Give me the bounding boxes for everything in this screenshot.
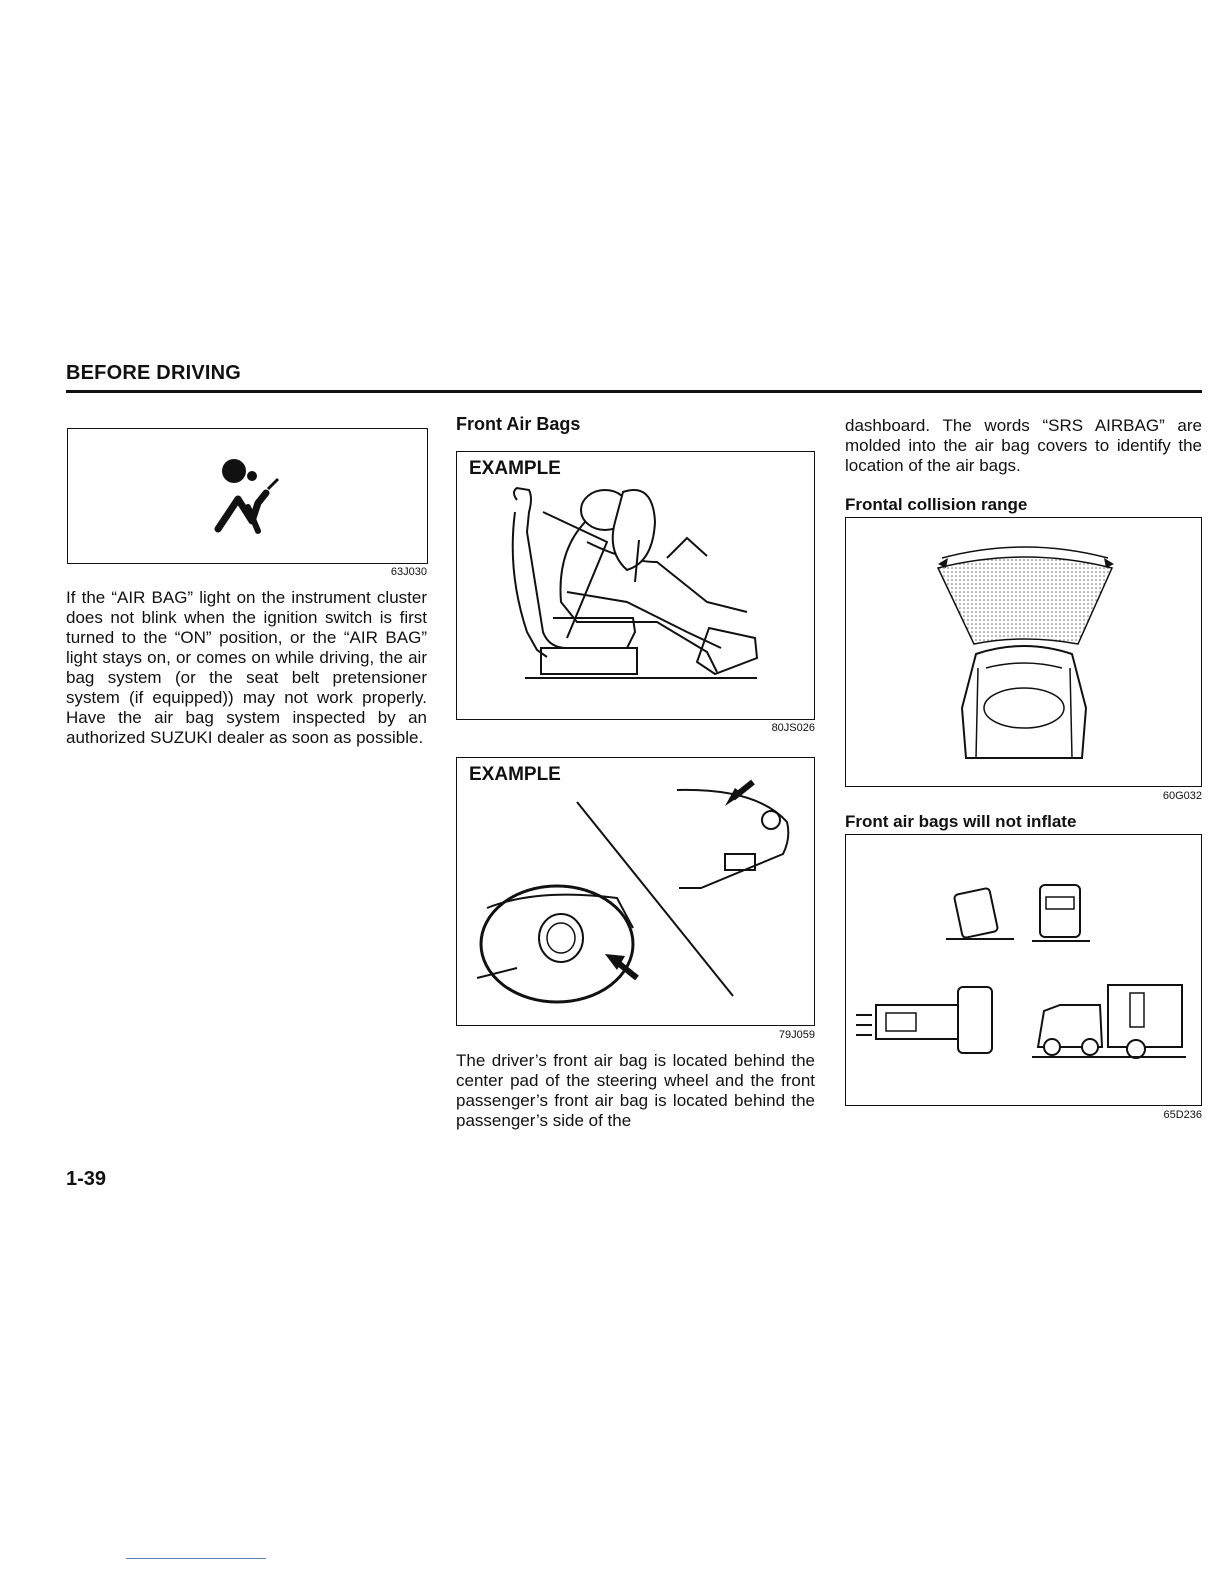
collision-range-illustration — [845, 517, 1202, 787]
section-title: BEFORE DRIVING — [66, 362, 242, 384]
figure-code: 79J059 — [778, 1029, 815, 1041]
airbag-location-illustration — [456, 757, 815, 1026]
airbag-light-paragraph: If the “AIR BAG” light on the instrument cluster does not blink when the ignition switch is first turned to the “ON” position, or the “AIR BAG” light stays on, or comes on while driving, the air bag system (or the seat belt pretensioner system (if equipped)) may not work properly. Have the air bag system inspected by an authorized SUZUKI dealer as soon as possible. — [66, 588, 427, 747]
figure-code: 63J030 — [390, 566, 427, 578]
header-rule — [66, 390, 1202, 393]
front-air-bags-heading: Front Air Bags — [456, 414, 581, 434]
front-airbag-paragraph: The driver’s front air bag is located behind the center pad of the steering wheel and the front passenger’s front air bag is located behind the passenger’s side of the — [456, 1051, 815, 1130]
figure-code: 65D236 — [1163, 1109, 1202, 1121]
airbag-warning-icon — [68, 429, 426, 562]
bottom-rule — [126, 1558, 266, 1559]
driver-airbag-illustration — [456, 451, 815, 720]
example-label: EXAMPLE — [469, 764, 561, 785]
example-label: EXAMPLE — [469, 458, 561, 479]
airbag-light-figure — [67, 428, 428, 564]
srs-airbag-paragraph: dashboard. The words “SRS AIRBAG” are molded into the air bag covers to identify the location of the air bags. — [845, 416, 1202, 475]
no-inflate-heading: Front air bags will not inflate — [845, 812, 1077, 831]
no-inflate-illustration — [845, 834, 1202, 1106]
figure-code: 80JS026 — [771, 722, 815, 734]
page-number: 1-39 — [66, 1168, 107, 1190]
figure-code: 60G032 — [1162, 790, 1202, 802]
frontal-collision-heading: Frontal collision range — [845, 495, 1028, 514]
